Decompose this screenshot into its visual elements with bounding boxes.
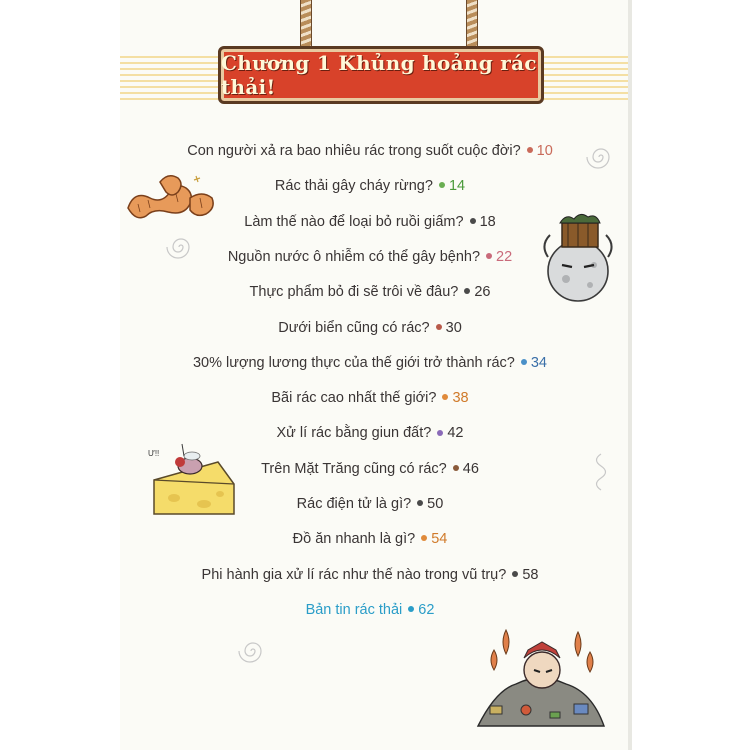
page-edge [628,0,632,750]
swirl-doodle-icon [166,232,196,262]
trash-pile-icon [476,620,606,728]
fly-label: Ư!! [148,449,160,458]
bullet-dot-icon [521,359,527,365]
toc-entry[interactable] [150,320,590,336]
swirl-doodle-icon [586,142,616,172]
toc-entry-page-number: 38 [452,390,469,407]
bullet-dot-icon [439,182,445,188]
toc-entry-page-number: 26 [474,284,491,301]
toc-entry-page-number: 46 [462,460,479,477]
bullet-dot-icon [417,500,423,506]
toc-entry[interactable] [150,390,590,406]
toc-entry-page-number: 14 [448,178,466,195]
toc-entry-page-number: 10 [536,143,553,159]
rope-left [300,0,312,50]
squiggle-doodle-icon [590,452,612,492]
toc-entry[interactable] [150,567,590,583]
bullet-dot-icon [442,394,448,400]
toc-entry-title: Bãi rác cao nhất thế giới? [271,390,437,407]
swirl-doodle-icon [238,636,268,666]
toc-entry-title: Phi hành gia xử lí rác như thế nào trong vũ trụ? [201,566,507,583]
bullet-dot-icon [408,606,414,612]
toc-entry[interactable] [150,284,590,300]
toc-entry-title: Làm thế nào để loại bỏ ruồi giấm? [244,213,464,230]
worms-icon [120,168,220,228]
toc-entry-page-number: 50 [427,496,444,512]
toc-entry-title: Rác thải gây cháy rừng? [274,178,433,195]
toc-entry[interactable] [150,531,590,547]
chapter-banner [218,46,544,104]
toc-entry-page-number: 62 [418,601,435,618]
toc-entry-title: Con người xả ra bao nhiêu rác trong suốt cuộc đời? [187,143,521,159]
toc-entry-title: Rác điện tử là gì? [296,496,412,512]
bullet-dot-icon [421,535,427,541]
rope-right [466,0,478,50]
toc-entry-title: Thực phẩm bỏ đi sẽ trôi về đâu? [249,284,459,301]
toc-entry-title: Đồ ăn nhanh là gì? [292,531,416,548]
toc-entry[interactable] [150,355,590,371]
toc-entry-page-number: 54 [431,531,448,548]
toc-entry-title: 30% lượng lương thực của thế giới trở thành rác? [192,354,515,371]
bullet-dot-icon [437,430,443,436]
toc-entry[interactable] [150,602,590,618]
bullet-dot-icon [527,147,533,153]
fly-on-cheese-icon [148,436,240,520]
trash-robot-icon [532,205,624,305]
bullet-dot-icon [436,324,442,330]
toc-entry-title: Bản tin rác thải [305,601,403,618]
toc-entry[interactable] [150,143,590,159]
bullet-dot-icon [486,253,492,259]
toc-entry-title: Xử lí rác bằng giun đất? [276,425,432,442]
bullet-dot-icon [470,218,476,224]
toc-entry-page-number: 30 [445,319,462,336]
bullet-dot-icon [453,465,459,471]
toc-entry-title: Nguồn nước ô nhiễm có thể gây bệnh? [227,248,481,265]
toc-entry-page-number: 42 [447,425,464,442]
toc-entry-title: Trên Mặt Trăng cũng có rác? [261,460,447,477]
toc-entry-title: Dưới biển cũng có rác? [278,319,430,336]
bullet-dot-icon [464,288,470,294]
bullet-dot-icon [512,571,518,577]
toc-entry-page-number: 18 [479,213,496,230]
toc-entry-page-number: 58 [522,566,539,583]
chapter-title: Chương 1 Khủng hoảng rác thải! [221,51,537,99]
toc-entry[interactable] [150,249,590,265]
toc-entry-page-number: 22 [496,248,513,265]
toc-entry-page-number: 34 [530,354,547,371]
